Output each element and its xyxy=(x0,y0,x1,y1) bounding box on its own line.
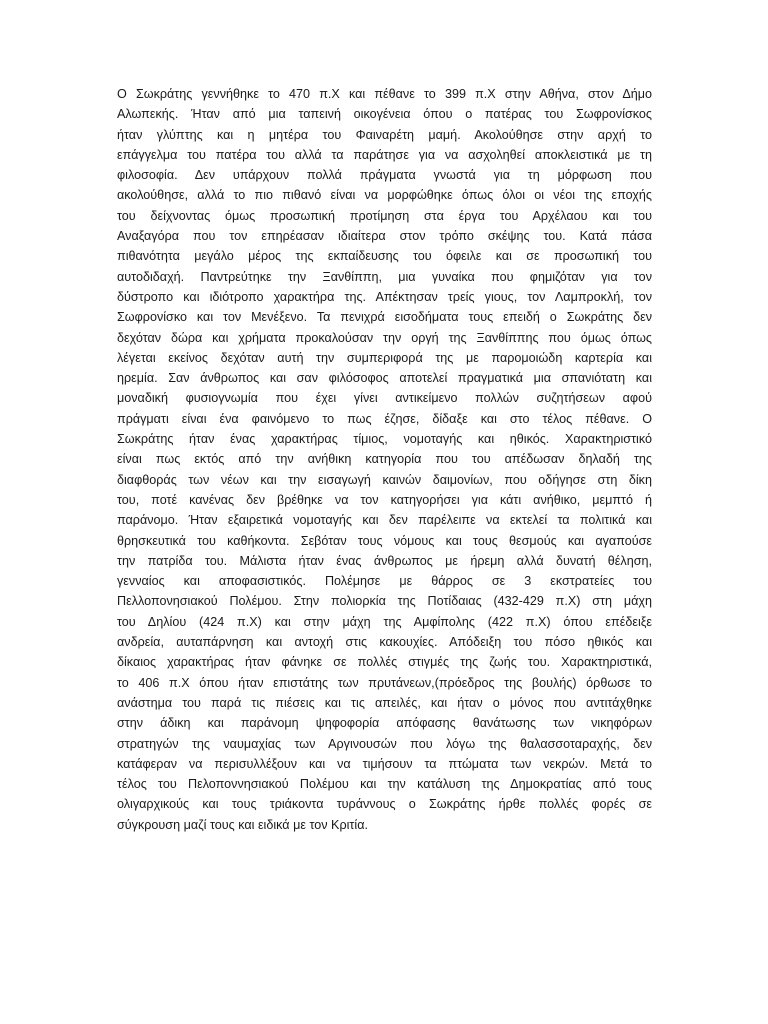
paragraph-line: πιθανότητα μεγάλο μέρος της εκπαίδευσης του όφειλε και σε προσωπική του xyxy=(117,249,652,264)
paragraph-line: Πελλοπονησιακού Πολέμου. Στην πολιορκία της Ποτίδαιας (432-429 π.Χ) στη μάχη xyxy=(117,594,652,609)
paragraph-line: τέλος του Πελοποννησιακού Πολέμου και την κατάλυση της Δημοκρατίας από τους xyxy=(117,777,652,792)
paragraph-line: γενναίος και αποφασιστικός. Πολέμησε με θάρρος σε 3 εκστρατείες του xyxy=(117,574,652,589)
paragraph-line: Ο Σωκράτης γεννήθηκε το 470 π.Χ και πέθανε το 399 π.Χ στην Αθήνα, στον Δήμο xyxy=(117,87,652,101)
paragraph-line: είναι πως εκτός από την ανήθικη κατηγορία που του απέδωσαν δηλαδή της xyxy=(117,452,652,467)
paragraph-line: δίκαιος χαρακτήρας ήταν φάνηκε σε πολλές στιγμές της ζωής του. Χαρακτηριστικά, xyxy=(117,655,652,670)
paragraph-line: λέγεται εκείνος δεχόταν αυτή την συμπεριφορά της με παρομοιώδη καρτερία και xyxy=(117,350,652,365)
paragraph-line: Αλωπεκής. Ήταν από μια ταπεινή οικογένεια όπου ο πατέρας του Σωφρονίσκος xyxy=(117,107,652,122)
paragraph-line: ανδρεία, αυταπάρνηση και αντοχή στις κακουχίες. Απόδειξη του πόσο ηθικός και xyxy=(117,635,652,650)
paragraph-line: σύγκρουση μαζί τους και ειδικά με τον Κριτία. xyxy=(117,817,368,832)
paragraph-line: στρατηγών της ναυμαχίας των Αργινουσών που λόγω της θαλασσοταραχής, δεν xyxy=(117,736,652,751)
paragraph-line: κατάφεραν να περισυλλέξουν και να τιμήσουν τα πτώματα των νεκρών. Μετά το xyxy=(117,756,652,771)
paragraph-line: Αναξαγόρα που τον επηρέασαν ιδιαίτερα στον τρόπο σκέψης του. Κατά πάσα xyxy=(117,229,652,244)
paragraph-line: το 406 π.Χ όπου ήταν επιστάτης των πρυτάνεων,(πρόεδρος της βουλής) όρθωσε το xyxy=(117,675,652,690)
paragraph-line: ακολούθησε, αλλά το πιο πιθανό είναι να μορφώθηκε όπως όλοι οι νέοι της εποχής xyxy=(117,188,652,203)
paragraph-line: θρησκευτικά του καθήκοντα. Σεβόταν τους νόμους και τους θεσμούς και αγαπούσε xyxy=(117,533,652,548)
paragraph-line: την πατρίδα του. Μάλιστα ήταν ένας άνθρωπος με ήρεμη αλλά δυνατή θέληση, xyxy=(117,553,652,568)
paragraph-line: ηρεμία. Σαν άνθρωπος και σαν φιλόσοφος αποτελεί πραγματικά μια σπανιότατη και xyxy=(117,371,652,386)
paragraph-line: ολιγαρχικούς και τους τριάκοντα τυράννους ο Σωκράτης ήρθε πολλές φορές σε xyxy=(117,797,652,812)
paragraph-line: του δείχνοντας όμως προσωπική προτίμηση στα έργα του Αρχέλαου και του xyxy=(117,208,652,223)
paragraph-line: στην άδικη και παράνομη ψηφοφορία απόφασης θανάτωσης των νικηφόρων xyxy=(117,716,652,731)
paragraph-line: επάγγελμα του πατέρα του αλλά τα παράτησε για να ασχοληθεί αποκλειστικά με τη xyxy=(117,147,652,162)
paragraph-line: ανάστημα του παρά τις πιέσεις και τις απειλές, και ήταν ο μόνος που αντιτάχθηκε xyxy=(117,695,652,710)
paragraph-line: Σωκράτης ήταν ένας χαρακτήρας τίμιος, νομοταγής και ηθικός. Χαρακτηριστικό xyxy=(117,432,652,447)
body-paragraph xyxy=(117,84,652,835)
paragraph-line: μοναδική φυσιογνωμία που έχει γίνει αντικείμενο πολλών συζητήσεων αφού xyxy=(117,391,652,406)
paragraph-line: Σωφρονίσκο και τον Μενέξενο. Τα πενιχρά εισοδήματα τους επειδή ο Σωκράτης δεν xyxy=(117,310,652,325)
paragraph-line: παράνομο. Ήταν εξαιρετικά νομοταγής και δεν παρέλειπε να εκτελεί τα πολιτικά και xyxy=(117,513,652,528)
paragraph-line: πράγματι είναι ένα φαινόμενο το πως έζησε, δίδαξε και στο τέλος πέθανε. Ο xyxy=(117,411,652,426)
paragraph-line: ήταν γλύπτης και η μητέρα του Φαιναρέτη μαμή. Ακολούθησε στην αρχή το xyxy=(117,127,652,142)
paragraph-line: δεχόταν δώρα και χρήματα προκαλούσαν την οργή της Ξανθίππης που όμως όπως xyxy=(117,330,652,345)
paragraph-line: δύστροπο και ιδιότροπο χαρακτήρα της. Απέκτησαν τρείς γιους, τον Λαμπροκλή, τον xyxy=(117,289,652,304)
paragraph-line: διαφθοράς των νέων και την εισαγωγή καινών δαιμονίων, που οδήγησε στη δίκη xyxy=(117,472,652,487)
paragraph-line: αυτοδιδαχή. Παντρεύτηκε την Ξανθίππη, μια γυναίκα που φημιζόταν για τον xyxy=(117,269,652,284)
paragraph-line: του, ποτέ κανένας δεν βρέθηκε να τον κατηγορήσει για κάτι ανήθικο, μεμπτό ή xyxy=(117,492,652,507)
paragraph-line: φιλοσοφία. Δεν υπάρχουν πολλά πράγματα γνωστά για τη μόρφωση που xyxy=(117,168,652,183)
paragraph-line: του Δηλίου (424 π.Χ) και στην μάχη της Αμφίπολης (422 π.Χ) όπου επέδειξε xyxy=(117,614,652,629)
